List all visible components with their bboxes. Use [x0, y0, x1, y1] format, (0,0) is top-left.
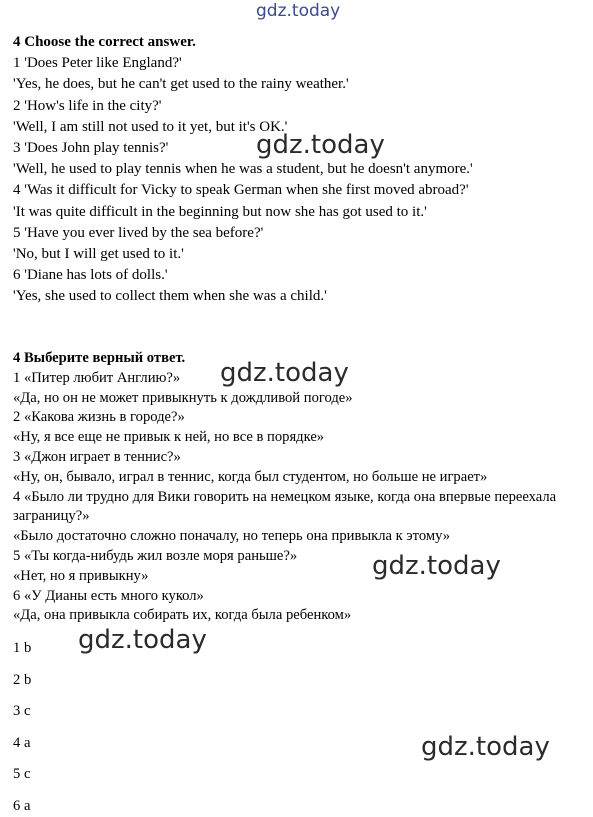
exercise-heading-ru: 4 Выберите верный ответ.	[13, 350, 186, 366]
answer-key-item: 6 a	[13, 797, 31, 814]
watermark: gdz.today	[220, 358, 349, 388]
question-5-ru: 5 «Ты когда-нибудь жил возле моря раньше?»	[13, 547, 298, 564]
answer-key-item: 2 b	[13, 671, 32, 688]
answer-2-ru: «Ну, я все еще не привык к ней, но все в порядке»	[13, 429, 325, 446]
question-6-ru: 6 «У Дианы есть много кукол»	[13, 587, 204, 604]
question-4-en: 4 'Was it difficult for Vicky to speak German when she first moved abroad?'	[13, 182, 469, 199]
answer-4-en: 'It was quite difficult in the beginning but now she has got used to it.'	[13, 203, 427, 220]
answer-5-en: 'No, but I will get used to it.'	[13, 246, 184, 263]
answer-6-ru: «Да, она привыкла собирать их, когда была ребенком»	[13, 607, 352, 624]
answer-6-en: 'Yes, she used to collect them when she was a child.'	[13, 288, 327, 305]
watermark: gdz.today	[372, 551, 501, 581]
question-1-ru: 1 «Питер любит Англию?»	[13, 369, 181, 386]
answer-3-ru: «Ну, он, бывало, играл в теннис, когда был студентом, но больше не играет»	[13, 468, 488, 485]
question-2-en: 2 'How's life in the city?'	[13, 97, 162, 114]
answer-key-item: 1 b	[13, 640, 32, 656]
watermark-top: gdz.today	[256, 1, 341, 21]
russian-exercise	[13, 349, 583, 626]
answer-1-ru: «Да, но он не может привыкнуть к дождливой погоде»	[13, 389, 353, 406]
answer-key-item: 5 c	[13, 766, 31, 782]
watermark: gdz.today	[78, 625, 207, 655]
question-4-ru: 4 «Было ли трудно для Вики говорить на немецком языке, когда она впервые переехала заграницу?»	[13, 488, 557, 525]
answer-5-ru: «Нет, но я привыкну»	[13, 567, 149, 584]
answer-key-item: 4 a	[13, 734, 31, 751]
question-3-en: 3 'Does John play tennis?'	[13, 140, 169, 157]
question-6-en: 6 'Diane has lots of dolls.'	[13, 267, 168, 284]
answer-4-ru: «Было достаточно сложно поначалу, но теперь она привыкла к этому»	[13, 528, 451, 545]
watermark: gdz.today	[256, 130, 385, 160]
question-5-en: 5 'Have you ever lived by the sea before?'	[13, 224, 264, 241]
answer-2-en: 'Well, I am still not used to it yet, but it's OK.'	[13, 118, 288, 135]
question-2-ru: 2 «Какова жизнь в городе?»	[13, 409, 185, 426]
question-3-ru: 3 «Джон играет в теннис?»	[13, 448, 181, 465]
question-1-en: 1 'Does Peter like England?'	[13, 55, 182, 72]
answer-3-en: 'Well, he used to play tennis when he was a student, but he doesn't anymore.'	[13, 161, 473, 178]
english-exercise	[13, 32, 583, 308]
answer-1-en: 'Yes, he does, but he can't get used to the rainy weather.'	[13, 76, 349, 93]
exercise-heading-en: 4 Choose the correct answer.	[13, 34, 196, 50]
watermark: gdz.today	[421, 732, 550, 762]
answer-key-item: 3 c	[13, 703, 31, 719]
